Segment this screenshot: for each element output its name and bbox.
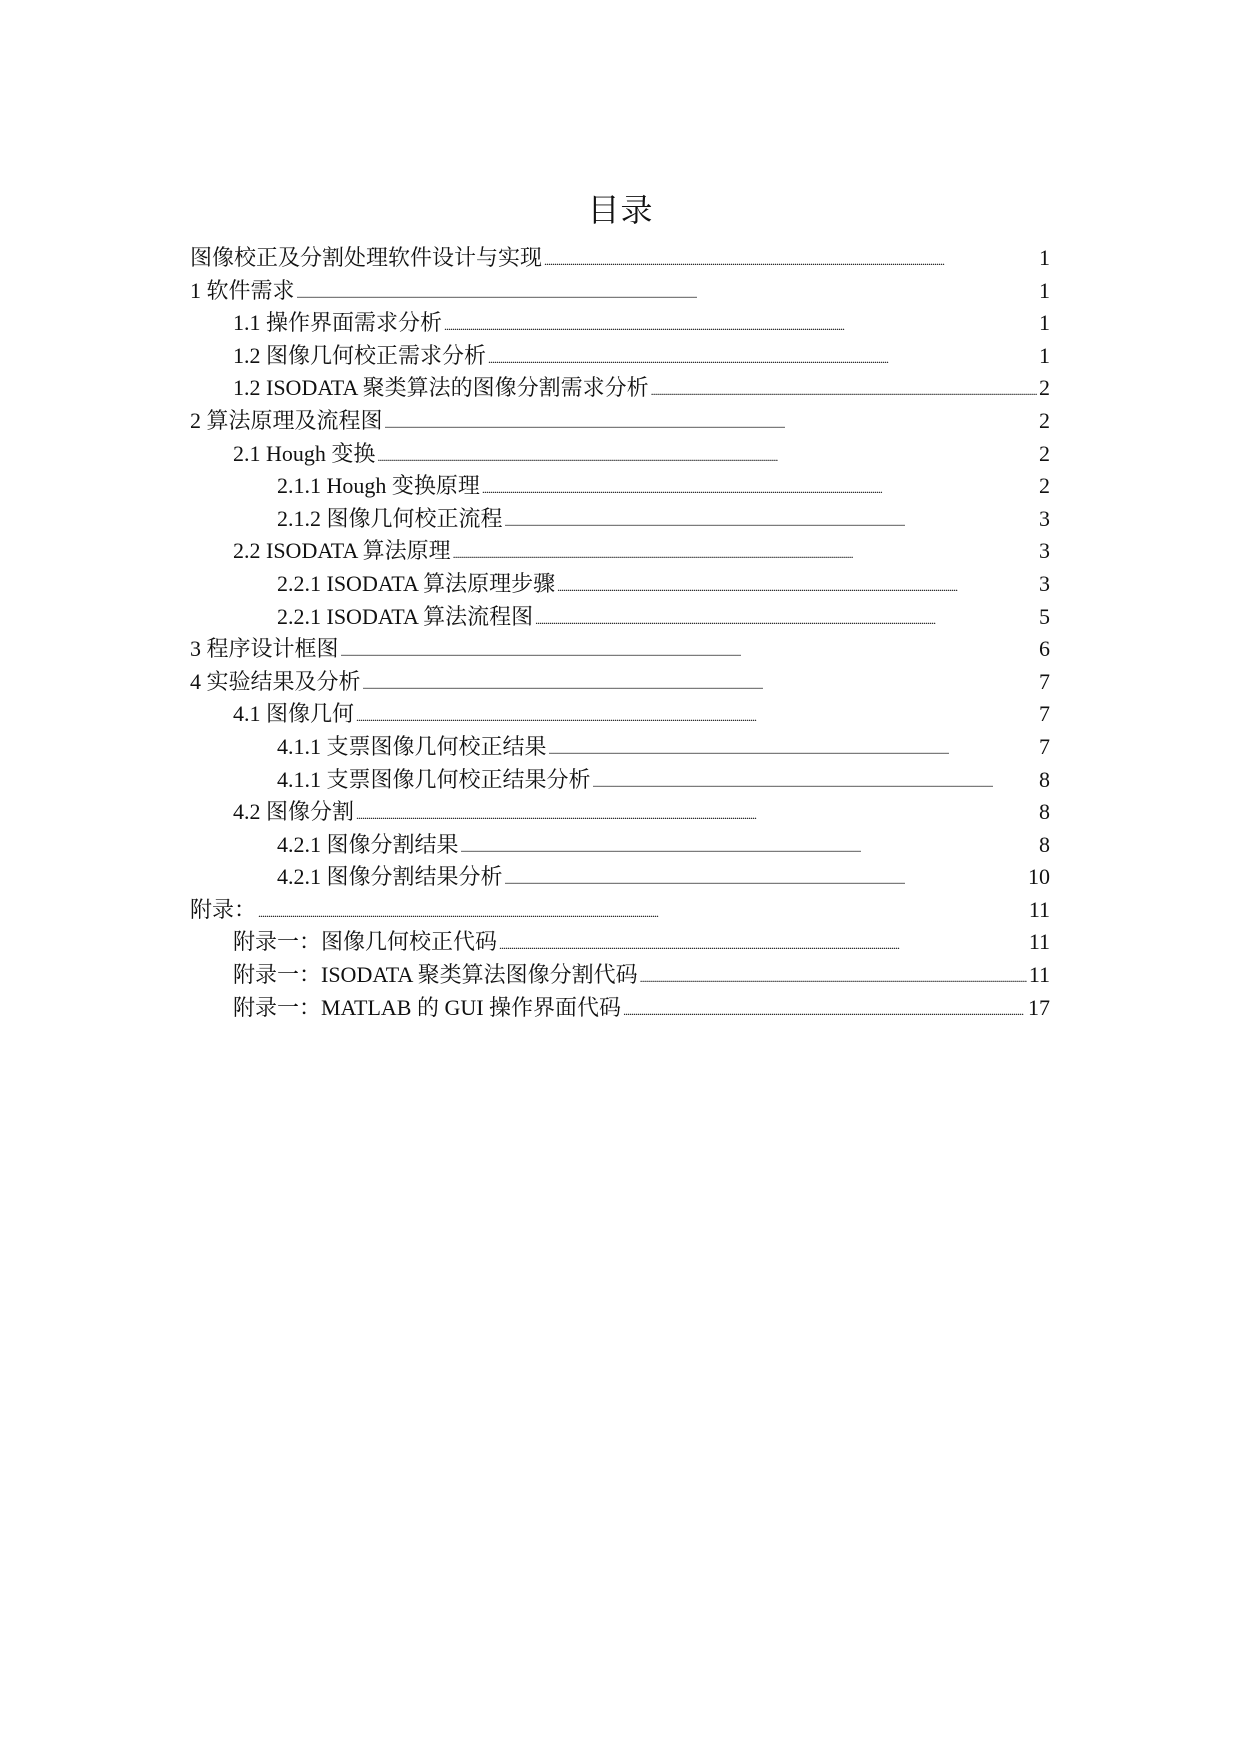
toc-entry[interactable] <box>190 503 1050 536</box>
toc-page-number: 2 <box>1039 473 1050 499</box>
toc-dot-leader <box>482 470 1037 506</box>
toc-page-number: 8 <box>1039 831 1050 857</box>
toc-entry[interactable] <box>190 731 1050 764</box>
toc-dot-leader <box>544 242 1037 278</box>
toc-dot-leader <box>549 731 1037 767</box>
toc-page-number: 1 <box>1039 277 1050 303</box>
toc-page-number: 7 <box>1039 701 1050 727</box>
toc-entry[interactable] <box>190 764 1050 797</box>
toc-page-number: 11 <box>1028 929 1050 955</box>
toc-page-number: 6 <box>1039 636 1050 662</box>
toc-dot-leader <box>461 829 1037 865</box>
toc-entry[interactable] <box>190 568 1050 601</box>
toc-dot-leader <box>488 340 1037 376</box>
toc-dot-leader <box>651 372 1037 408</box>
toc-entry-label: 4.1.1 支票图像几何校正结果 <box>277 733 547 759</box>
toc-entry-label: 附录一：MATLAB 的 GUI 操作界面代码 <box>233 994 622 1020</box>
toc-entry-label: 3 程序设计框图 <box>190 636 339 662</box>
toc-entry-label: 附录一：ISODATA 聚类算法图像分割代码 <box>233 962 638 988</box>
toc-dot-leader <box>505 503 1037 539</box>
toc-page-number: 1 <box>1039 342 1050 368</box>
toc-entry-label: 2.1 Hough 变换 <box>233 440 376 466</box>
toc-dot-leader <box>444 307 1037 343</box>
toc-dot-leader <box>341 633 1037 669</box>
toc-dot-leader <box>377 438 1037 474</box>
toc-entry[interactable] <box>190 959 1050 992</box>
toc-entry[interactable] <box>190 470 1050 503</box>
toc-entry-label: 4 实验结果及分析 <box>190 668 361 694</box>
toc-entry-label: 附录一：图像几何校正代码 <box>233 929 498 955</box>
toc-dot-leader <box>535 601 1037 637</box>
toc-page-number: 2 <box>1039 407 1050 433</box>
toc-entry-label: 2.2.1 ISODATA 算法流程图 <box>277 603 534 629</box>
table-of-contents <box>190 242 1050 1024</box>
toc-entry[interactable] <box>190 601 1050 634</box>
toc-dot-leader <box>356 698 1037 734</box>
toc-entry[interactable] <box>190 796 1050 829</box>
toc-entry[interactable] <box>190 829 1050 862</box>
toc-page-number: 2 <box>1039 375 1050 401</box>
toc-entry[interactable] <box>190 992 1050 1025</box>
toc-entry-label: 4.2.1 图像分割结果 <box>277 831 459 857</box>
toc-entry-label: 1 软件需求 <box>190 277 295 303</box>
toc-page-number: 10 <box>1028 864 1050 890</box>
toc-entry-label: 4.2.1 图像分割结果分析 <box>277 864 503 890</box>
toc-page-number: 5 <box>1039 603 1050 629</box>
toc-entry-label: 2 算法原理及流程图 <box>190 407 383 433</box>
toc-entry[interactable] <box>190 242 1050 275</box>
toc-entry[interactable] <box>190 633 1050 666</box>
toc-entry-label: 图像校正及分割处理软件设计与实现 <box>190 245 543 270</box>
toc-entry[interactable] <box>190 405 1050 438</box>
toc-page-number: 17 <box>1028 994 1050 1020</box>
toc-page-number: 11 <box>1028 962 1050 988</box>
toc-dot-leader <box>297 275 1037 311</box>
toc-dot-leader <box>499 926 1027 962</box>
toc-dot-leader <box>557 568 1037 604</box>
toc-entry-label: 2.2.1 ISODATA 算法原理步骤 <box>277 570 556 596</box>
toc-page-number: 2 <box>1039 440 1050 466</box>
toc-entry[interactable] <box>190 307 1050 340</box>
toc-entry-label: 2.2 ISODATA 算法原理 <box>233 538 451 564</box>
toc-entry[interactable] <box>190 340 1050 373</box>
toc-entry[interactable] <box>190 275 1050 308</box>
toc-entry-label: 2.1.2 图像几何校正流程 <box>277 505 503 531</box>
toc-entry[interactable] <box>190 698 1050 731</box>
toc-title: 目录 <box>587 192 654 228</box>
toc-dot-leader <box>363 666 1037 702</box>
toc-dot-leader <box>356 796 1037 832</box>
toc-entry[interactable] <box>190 926 1050 959</box>
toc-page-number: 8 <box>1039 799 1050 825</box>
toc-entry-label: 4.2 图像分割 <box>233 799 355 825</box>
toc-entry[interactable] <box>190 372 1050 405</box>
toc-entry-label: 4.1.1 支票图像几何校正结果分析 <box>277 766 591 792</box>
toc-page-number: 7 <box>1039 668 1050 694</box>
toc-entry[interactable] <box>190 535 1050 568</box>
toc-dot-leader <box>505 861 1026 897</box>
toc-dot-leader <box>623 992 1026 1028</box>
toc-dot-leader <box>258 894 1027 930</box>
toc-dot-leader <box>385 405 1037 441</box>
toc-page-number: 1 <box>1039 310 1050 336</box>
toc-entry-label: 1.1 操作界面需求分析 <box>233 310 443 336</box>
toc-entry[interactable] <box>190 666 1050 699</box>
toc-page-number: 1 <box>1039 245 1050 270</box>
toc-page-number: 7 <box>1039 733 1050 759</box>
toc-entry-label: 1.2 图像几何校正需求分析 <box>233 342 487 368</box>
toc-page-number: 3 <box>1039 505 1050 531</box>
toc-entry-label: 4.1 图像几何 <box>233 701 355 727</box>
toc-entry[interactable] <box>190 438 1050 471</box>
toc-page-number: 8 <box>1039 766 1050 792</box>
toc-dot-leader <box>640 959 1027 995</box>
toc-page-number: 3 <box>1039 570 1050 596</box>
toc-entry-label: 附录： <box>190 896 257 922</box>
toc-page-number: 3 <box>1039 538 1050 564</box>
toc-entry[interactable] <box>190 894 1050 927</box>
toc-entry-label: 1.2 ISODATA 聚类算法的图像分割需求分析 <box>233 375 649 401</box>
toc-entry[interactable] <box>190 861 1050 894</box>
toc-page-number: 11 <box>1028 896 1050 922</box>
toc-dot-leader <box>593 764 1037 800</box>
toc-entry-label: 2.1.1 Hough 变换原理 <box>277 473 480 499</box>
toc-dot-leader <box>453 535 1037 571</box>
